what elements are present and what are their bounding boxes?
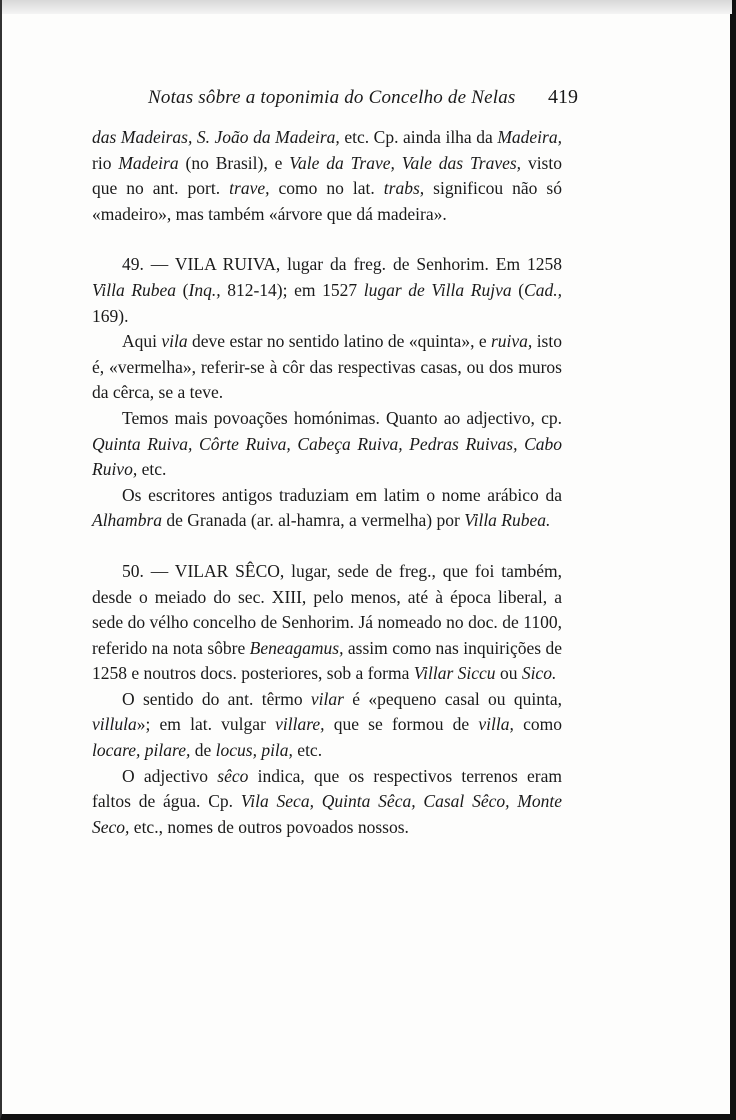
page-number: 419 (548, 86, 578, 108)
italic-run: Villa Rubea (92, 279, 177, 300)
text-run: »; em lat. vulgar (136, 714, 276, 735)
italic-run: Madeira, (497, 127, 562, 147)
scan-edge (2, 0, 732, 14)
italic-run: villula (92, 714, 137, 735)
italic-run: villa, (478, 714, 514, 735)
body-text (92, 125, 562, 840)
paragraph (92, 687, 562, 764)
italic-run: Inq., (188, 279, 221, 300)
italic-run: villare, (275, 714, 325, 735)
italic-run: Beneagamus, (249, 637, 344, 658)
text-run: etc. Cp. ainda ilha da (339, 127, 498, 147)
text-run: que se formou de (324, 714, 479, 735)
paragraph (92, 125, 562, 227)
paragraph (92, 252, 562, 329)
italic-run: ruiva, (490, 331, 533, 352)
italic-run: Madeira (118, 152, 179, 173)
text-run: ( (511, 279, 525, 300)
italic-run: Villar Siccu (413, 663, 496, 684)
paragraph (92, 329, 562, 406)
text-run: etc., nomes de outros povoados nossos. (129, 816, 409, 837)
italic-run: lugar de Villa Rujva (363, 279, 512, 300)
text-run: 812-14); em 1527 (220, 279, 364, 300)
paragraph (92, 406, 562, 483)
running-title: Notas sôbre a toponimia do Concelho de Nelas (148, 87, 516, 108)
text-run: 49. — VILA RUIVA, lugar da freg. de Senhorim. Em 1258 (122, 254, 562, 275)
italic-run: Sico. (521, 663, 557, 684)
text-run: rio (92, 152, 119, 173)
text-run: isto é, «vermelha», referir-se à côr das respectivas casas, ou dos muros da cêrca, se a teve. (92, 331, 562, 403)
text-run: deve estar no sentido latino de «quinta», e (187, 331, 491, 352)
italic-run: Cad., (524, 279, 562, 300)
italic-run: locus, pila, (215, 740, 293, 761)
italic-run: sêco (217, 765, 249, 786)
text-run: ou (495, 663, 522, 684)
text-run: assim como nas inquirições de 1258 e noutros docs. posteriores, sob a forma (92, 637, 562, 684)
text-run: visto que no ant. port. (92, 152, 562, 199)
paragraph (92, 559, 562, 687)
italic-run: trave, (229, 178, 270, 199)
italic-run: Alhambra (92, 510, 162, 531)
page-header (148, 86, 578, 109)
italic-run: vila (161, 331, 188, 352)
text-run: (no Brasil), e (178, 152, 290, 173)
italic-run: trabs, (383, 178, 425, 199)
text-run: etc. (137, 459, 167, 480)
text-run: Aqui (122, 331, 162, 352)
text-run: indica, que os respectivos terrenos eram faltos de água. Cp. (92, 765, 562, 812)
text-run: ( (176, 279, 189, 300)
italic-run: Vila Seca, Quinta Sêca, Casal Sêco, Monte Seco, (92, 791, 562, 837)
text-run: como no lat. (269, 178, 384, 199)
text-run: significou não só «madeiro», mas também «árvore que dá madeira». (92, 178, 562, 224)
text-run: Os escritores antigos traduziam em latim o nome arábico da (122, 484, 562, 505)
text-run: como (513, 714, 562, 735)
italic-run: Quinta Ruiva, Côrte Ruiva, Cabeça Ruiva, Pedras Ruivas, Cabo Ruivo, (92, 433, 562, 480)
paragraph (92, 483, 562, 534)
text-run: de (190, 740, 216, 761)
text-run: O adjectivo (122, 765, 218, 786)
italic-run: locare, pilare, (92, 740, 191, 761)
paragraph (92, 764, 562, 841)
italic-run: Vale da Trave, Vale das Traves, (289, 152, 522, 173)
italic-run: Villa Rubea. (464, 510, 551, 531)
text-run: 50. — VILAR SÊCO, lugar, sede de freg., que foi também, desde o meiado do sec. XIII, pelo menos, até à época liberal, a sede do vélho concelho de Senhorim. Já nomeado no doc. de 1100, referido na nota sôbre (92, 560, 562, 658)
text-run: 169). (92, 305, 129, 326)
text-run: Temos mais povoações homónimas. Quanto ao adjectivo, cp. (122, 407, 562, 428)
text-run: etc. (292, 740, 323, 761)
text-run: de Granada (ar. al-hamra, a vermelha) por (162, 510, 465, 531)
text-run: é «pequeno casal ou quinta, (343, 688, 562, 709)
text-run: O sentido do ant. têrmo (122, 688, 311, 709)
italic-run: das Madeiras, S. João da Madeira, (92, 127, 340, 147)
italic-run: vilar (310, 688, 344, 709)
